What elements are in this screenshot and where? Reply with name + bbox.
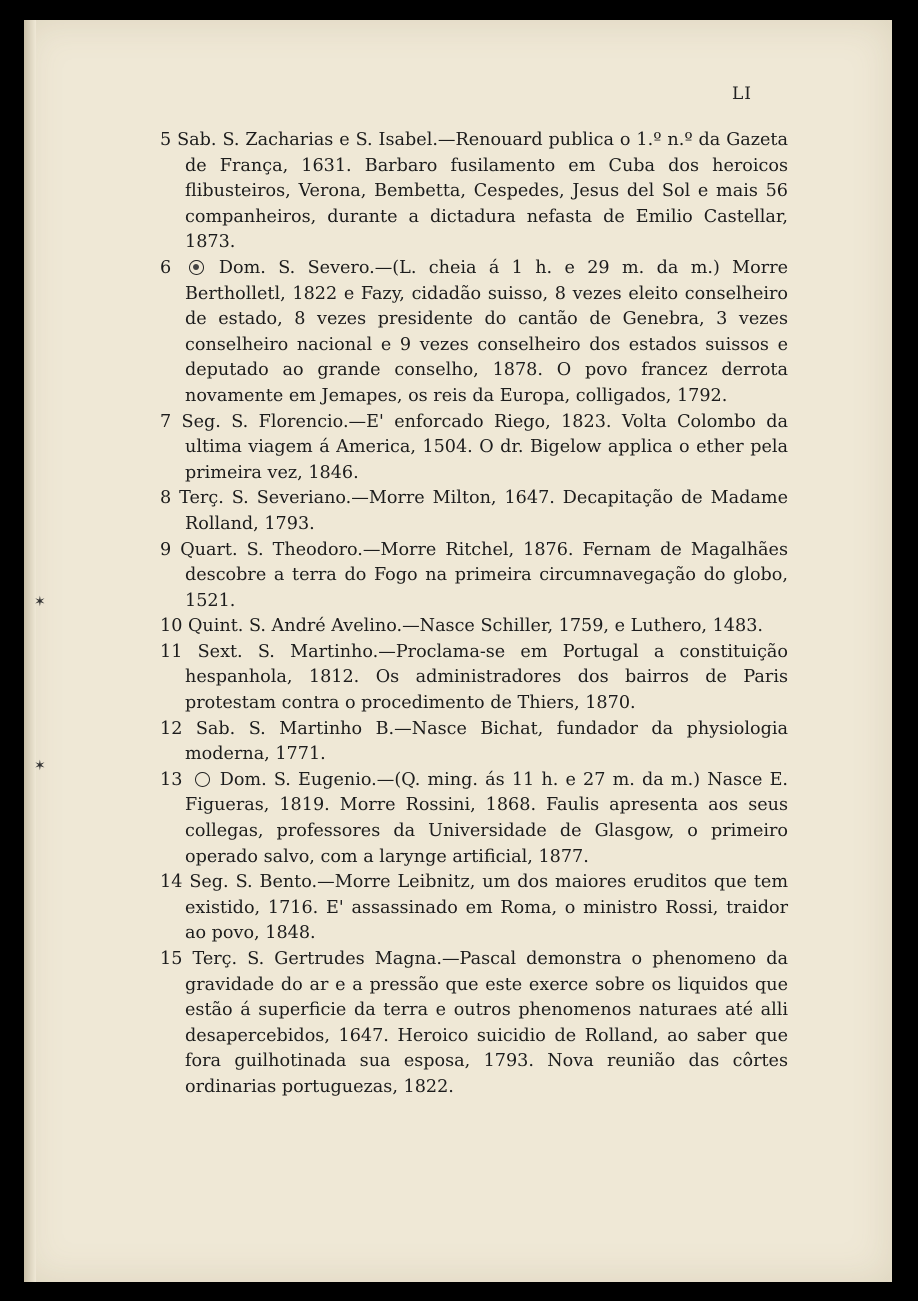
entry-day-6 bbox=[160, 256, 788, 410]
entry-day-9: 9 Quart. S. Theodoro.—Morre Ritchel, 1876. Fernam de Magalhães descobre a terra do Fogo na primeira circumnavegação do globo, 1521. bbox=[160, 539, 788, 611]
entry-day-13-number: 13 bbox=[160, 769, 183, 790]
entry-day-8: 8 Terç. S. Severiano.—Morre Milton, 1647. Decapitação de Madame Rolland, 1793. bbox=[160, 488, 788, 534]
almanac-entries bbox=[160, 128, 788, 1101]
entry-day-5: 5 Sab. S. Zacharias e S. Isabel.—Renouard publica o 1.º n.º da Gazeta de França, 1631. Barbaro fusilamento em Cuba dos heroicos flibusteiros, Verona, Bembetta, Cespedes, Jesus del Sol e mais 56 companheiros, durante a dictadura nefasta de Emilio Castellar, 1873. bbox=[160, 130, 788, 253]
entry-day-6-text: Dom. S. Severo.—(L. cheia á 1 h. e 29 m. da m.) Morre Bertholletl, 1822 e Fazy, cidadão suisso, 8 vezes eleito conselheiro de estado, 8 vezes presidente do cantão de Genebra, 3 vezes conselheiro nacional e 9 vezes conselheiro dos estados suissos e deputado ao grande conselho, 1878. O povo francez derrota novamente em Jemapes, os reis da Europa, colligados, 1792. bbox=[185, 257, 789, 406]
margin-mark-icon: ✶ bbox=[34, 758, 46, 774]
crescent-moon-icon bbox=[195, 772, 210, 787]
book-page bbox=[24, 20, 892, 1282]
entry-day-7: 7 Seg. S. Florencio.—E' enforcado Riego, 1823. Volta Colombo da ultima viagem á America, 1504. O dr. Bigelow applica o ether pela primeira vez, 1846. bbox=[160, 411, 788, 483]
entry-day-11: 11 Sext. S. Martinho.—Proclama-se em Portugal a constituição hespanhola, 1812. Os administradores dos bairros de Paris protestam contra o procedimento de Thiers, 1870. bbox=[160, 641, 788, 714]
page-binding-edge bbox=[24, 20, 36, 1282]
entry-day-13 bbox=[160, 768, 788, 870]
page-number: LI bbox=[732, 84, 753, 104]
entry-day-15: 15 Terç. S. Gertrudes Magna.—Pascal demonstra o phenomeno da gravidade do ar e a pressão que este exerce sobre os liquidos que estão á superficie da terra e outros phenomenos naturaes até alli desapercebidos, 1647. Heroico suicidio de Rolland, ao saber que fora guilhotinada sua esposa, 1793. Nova reunião das côrtes ordinarias portuguezas, 1822. bbox=[160, 949, 788, 1097]
entry-day-6-number: 6 bbox=[160, 257, 172, 278]
entry-day-10: 10 Quint. S. André Avelino.—Nasce Schiller, 1759, e Luthero, 1483. bbox=[160, 616, 763, 637]
margin-mark-icon: ✶ bbox=[34, 594, 46, 610]
entry-day-14: 14 Seg. S. Bento.—Morre Leibnitz, um dos maiores eruditos que tem existido, 1716. E' assassinado em Roma, o ministro Rossi, traidor ao povo, 1848. bbox=[160, 872, 788, 944]
entry-day-13-text: Dom. S. Eugenio.—(Q. ming. ás 11 h. e 27 m. da m.) Nasce E. Figueras, 1819. Morre Rossini, 1868. Faulis apresenta aos seus collegas, professores da Universidade de Glasgow, o primeiro operado salvo, com a larynge artificial, 1877. bbox=[185, 769, 789, 867]
full-moon-icon bbox=[189, 260, 204, 275]
entry-day-12: 12 Sab. S. Martinho B.—Nasce Bichat, fundador da physiologia moderna, 1771. bbox=[160, 718, 788, 765]
